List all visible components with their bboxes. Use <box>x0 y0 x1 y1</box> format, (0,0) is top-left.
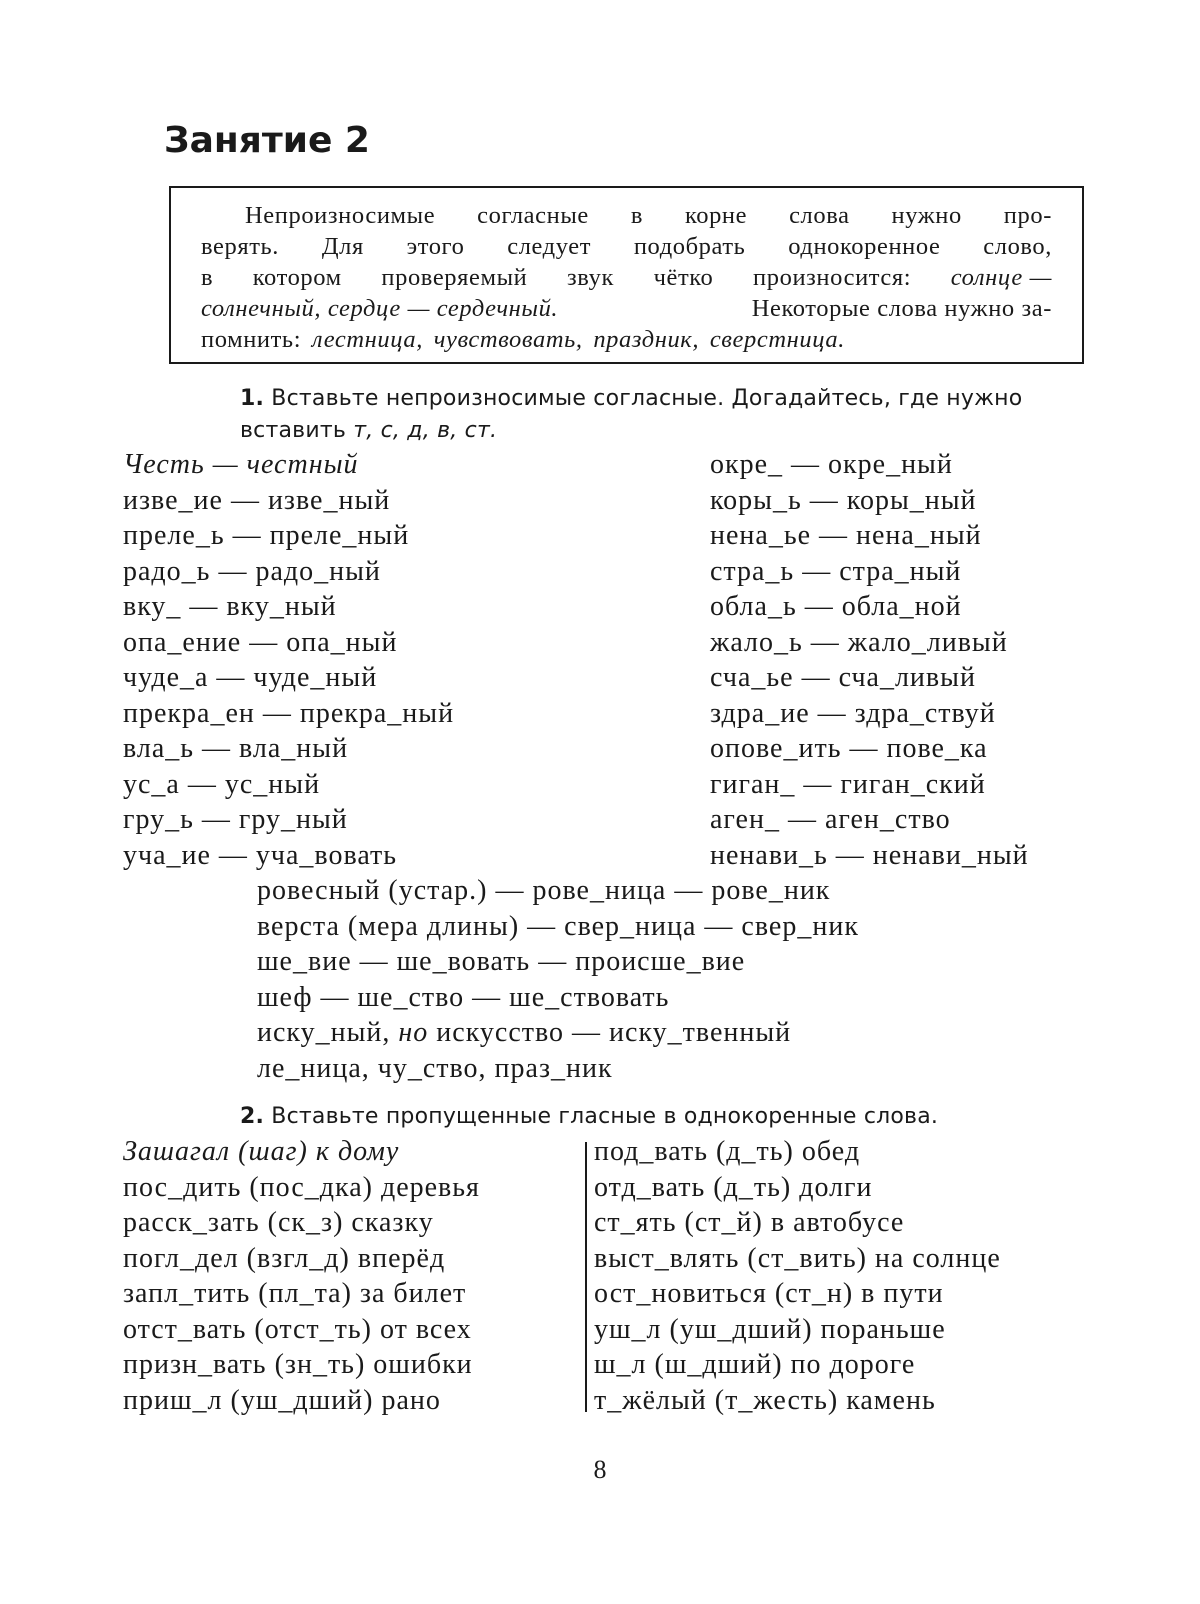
exercise-line: гиган_ — гиган_ский <box>710 768 986 800</box>
rule-word: в <box>201 264 214 291</box>
exercise-line: под_вать (д_ть) обед <box>594 1136 861 1167</box>
rule-line-3 <box>201 262 1052 293</box>
rule-word: этого <box>406 233 465 260</box>
task-letters: т, с, д, в, ст. <box>353 418 498 443</box>
rule-line-4 <box>201 293 1052 324</box>
rule-word: корне <box>684 202 748 229</box>
rule-word: слова <box>789 202 850 229</box>
exercise-line: выст_влять (ст_вить) на солнце <box>594 1242 1001 1274</box>
rule-word: про- <box>1003 202 1052 229</box>
rule-word: подобрать <box>633 233 746 260</box>
rule-line-1 <box>201 200 1052 231</box>
rule-box <box>169 186 1084 364</box>
column-divider <box>585 1142 587 1412</box>
exercise-line: Зашагал (шаг) к дому <box>123 1136 400 1167</box>
exercise-line: изве_ие — изве_ный <box>123 484 391 516</box>
exercise-line: призн_вать (зн_ть) ошибки <box>123 1349 473 1380</box>
task-number: 1. <box>240 386 265 411</box>
exercise-line: обла_ь — обла_ной <box>710 591 962 622</box>
rule-word: произносится: <box>753 264 912 291</box>
exercise-line: опове_ить — пове_ка <box>710 733 988 764</box>
task-1-right-column <box>710 447 1029 873</box>
extra-line-end: искусство — иску_твенный <box>436 1017 792 1048</box>
extra-line-end: — ше_ство — ше_ствовать <box>312 981 670 1013</box>
rule-example: солнце — <box>950 264 1052 291</box>
rule-word: в <box>630 202 644 229</box>
rule-example: солнечный, сердце — сердечный. <box>201 295 559 322</box>
exercise-line: ус_а — ус_ный <box>123 768 321 800</box>
exercise-line: приш_л (уш_дший) рано <box>123 1384 441 1416</box>
extra-line <box>257 980 859 1016</box>
rule-word: однокоренное <box>788 233 941 260</box>
exercise-line: погл_дел (взгл_д) вперёд <box>123 1242 446 1274</box>
exercise-line: отд_вать (д_ть) долги <box>594 1171 873 1203</box>
exercise-line: опа_ение — опа_ный <box>123 626 398 658</box>
task-1-left-column <box>123 447 454 873</box>
extra-line-end: — свер_ница — свер_ник <box>519 910 859 942</box>
exercise-line: нена_ье — нена_ный <box>710 520 982 551</box>
exercise-line: сча_ье — сча_ливый <box>710 662 976 693</box>
task-1-instruction <box>240 383 1060 447</box>
exercise-line: прекра_ен — прекра_ный <box>123 697 455 729</box>
exercise-line: пос_дить (пос_дка) деревья <box>123 1171 480 1203</box>
rule-line-2 <box>201 231 1052 262</box>
page-number: 8 <box>593 1455 607 1484</box>
extra-line <box>257 873 859 909</box>
exercise-line: уш_л (уш_дший) пораньше <box>594 1313 946 1345</box>
task-number: 2. <box>240 1104 265 1129</box>
exercise-line: стра_ь — стра_ный <box>710 555 962 587</box>
extra-line-mid: но <box>390 1017 437 1048</box>
rule-word: нужно <box>891 202 962 229</box>
exercise-line: гру_ь — гру_ный <box>123 804 348 835</box>
rule-line-5 <box>201 324 1052 355</box>
rule-word: Для <box>321 233 364 260</box>
exercise-line: ост_новиться (ст_н) в пути <box>594 1278 944 1309</box>
exercise-line: расск_зать (ск_з) сказку <box>123 1207 434 1238</box>
rule-text: Некоторые слова нужно за- <box>751 295 1052 322</box>
exercise-line: уча_ие — уча_вовать <box>123 839 398 871</box>
task-2-left-column <box>123 1134 480 1418</box>
rule-text: помнить: <box>201 326 302 353</box>
rule-word: согласные <box>477 202 589 229</box>
rule-word: чётко <box>653 264 714 291</box>
rule-word: слово, <box>983 233 1052 260</box>
rule-example: лестница, чувствовать, праздник, сверстница. <box>311 326 845 353</box>
exercise-line: Честь — честный <box>123 449 359 480</box>
exercise-line: жало_ь — жало_ливый <box>710 626 1008 658</box>
extra-line <box>257 1015 859 1051</box>
rule-word: следует <box>507 233 592 260</box>
task-text: Вставьте непроизносимые согласные. Догадайтесь, где нужно вставить <box>240 386 1023 443</box>
rule-word: Непроизносимые <box>245 202 436 229</box>
exercise-line: преле_ь — преле_ный <box>123 520 410 551</box>
exercise-line: запл_тить (пл_та) за билет <box>123 1278 467 1309</box>
extra-line-start: ле_ница, чу_ство, праз_ник <box>257 1052 613 1084</box>
task-1-extra-block <box>257 873 859 1086</box>
exercise-line: здра_ие — здра_ствуй <box>710 697 996 729</box>
exercise-line: чуде_а — чуде_ный <box>123 662 378 693</box>
exercise-line: вку_ — вку_ный <box>123 591 337 622</box>
task-2-right-column <box>594 1134 1001 1418</box>
exercise-line: аген_ — аген_ство <box>710 804 951 835</box>
exercise-line: вла_ь — вла_ный <box>123 733 349 764</box>
extra-line-start: ше_вие <box>257 946 352 977</box>
exercise-line: окре_ — окре_ный <box>710 449 953 480</box>
rule-word: котором <box>252 264 342 291</box>
exercise-line: радо_ь — радо_ный <box>123 555 381 587</box>
rule-word: звук <box>567 264 614 291</box>
exercise-line: отст_вать (отст_ть) от всех <box>123 1313 472 1345</box>
extra-line-start: шеф <box>257 981 313 1013</box>
task-text: Вставьте пропущенные гласные в однокоренные слова. <box>271 1104 939 1129</box>
extra-line-start: иску_ный, <box>257 1017 391 1048</box>
extra-line-end: — ше_вовать — происше_вие <box>351 946 746 977</box>
exercise-line: ш_л (ш_дший) по дороге <box>594 1349 916 1380</box>
extra-line-start: ровесный (устар.) <box>257 875 488 906</box>
extra-line-end: — рове_ница — рове_ник <box>487 875 831 906</box>
task-2-instruction <box>240 1101 1060 1133</box>
exercise-line: ненави_ь — ненави_ный <box>710 839 1029 871</box>
extra-line <box>257 909 859 945</box>
exercise-line: коры_ь — коры_ный <box>710 484 977 516</box>
extra-line-start: верста (мера длины) <box>257 910 520 942</box>
rule-word: верять. <box>201 233 280 260</box>
extra-line <box>257 944 859 980</box>
rule-word: проверяемый <box>381 264 528 291</box>
lesson-title: Занятие 2 <box>164 120 370 161</box>
extra-line <box>257 1051 859 1087</box>
exercise-line: т_жёлый (т_жесть) камень <box>594 1384 936 1416</box>
exercise-line: ст_ять (ст_й) в автобусе <box>594 1207 905 1238</box>
